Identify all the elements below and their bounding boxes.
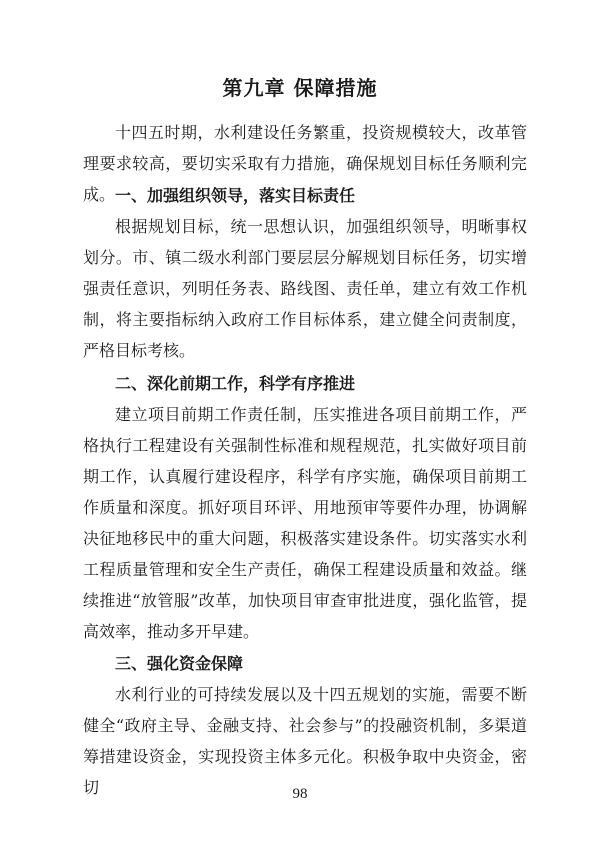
section-2-body: 建立项目前期工作责任制，压实推进各项目前期工作，严格执行工程建设有关强制性标准和规程规范，扎实做好项目前期工作，认真履行建设程序，科学有序实施，确保项目前期工作质量和深度。抓好项目环评、用地预审等要件办理，协调解决征地移民中的重大问题，积极落实建设条件。切实落实水利工程质量管理和安全生产责任，确保工程建设质量和效益。继续推进“放管服”改革，加快项目审查审批进度，强化监管，提高效率，推动多开早建。 <box>83 405 527 641</box>
section-1-heading: 一、加强组织领导，落实目标责任 <box>115 186 356 205</box>
page-number: 98 <box>292 786 308 802</box>
intro-paragraph: 十四五时期，水利建设任务繁重，投资规模较大，改革管理要求较高，要切实采取有力措施，确保规划目标任务顺利完成。 <box>83 123 527 204</box>
section-3-body: 水利行业的可持续发展以及十四五规划的实施，需要不断健全“政府主导、金融支持、社会参与”的投融资机制，多渠道筹措建设资金，实现投资主体多元化。积极争取中央资金，密切 <box>83 685 527 797</box>
chapter-title: 第九章 保障措施 <box>222 76 378 100</box>
section-3-heading: 三、强化资金保障 <box>115 654 244 673</box>
section-2-heading: 二、深化前期工作，科学有序推进 <box>115 374 356 393</box>
section-1-body: 根据规划目标，统一思想认识，加强组织领导，明晰事权划分。市、镇二级水利部门要层层分解规划目标任务，切实增强责任意识，列明任务表、路线图、责任单，建立有效工作机制，将主要指标纳入政府工作目标体系，建立健全问责制度，严格目标考核。 <box>83 217 527 360</box>
